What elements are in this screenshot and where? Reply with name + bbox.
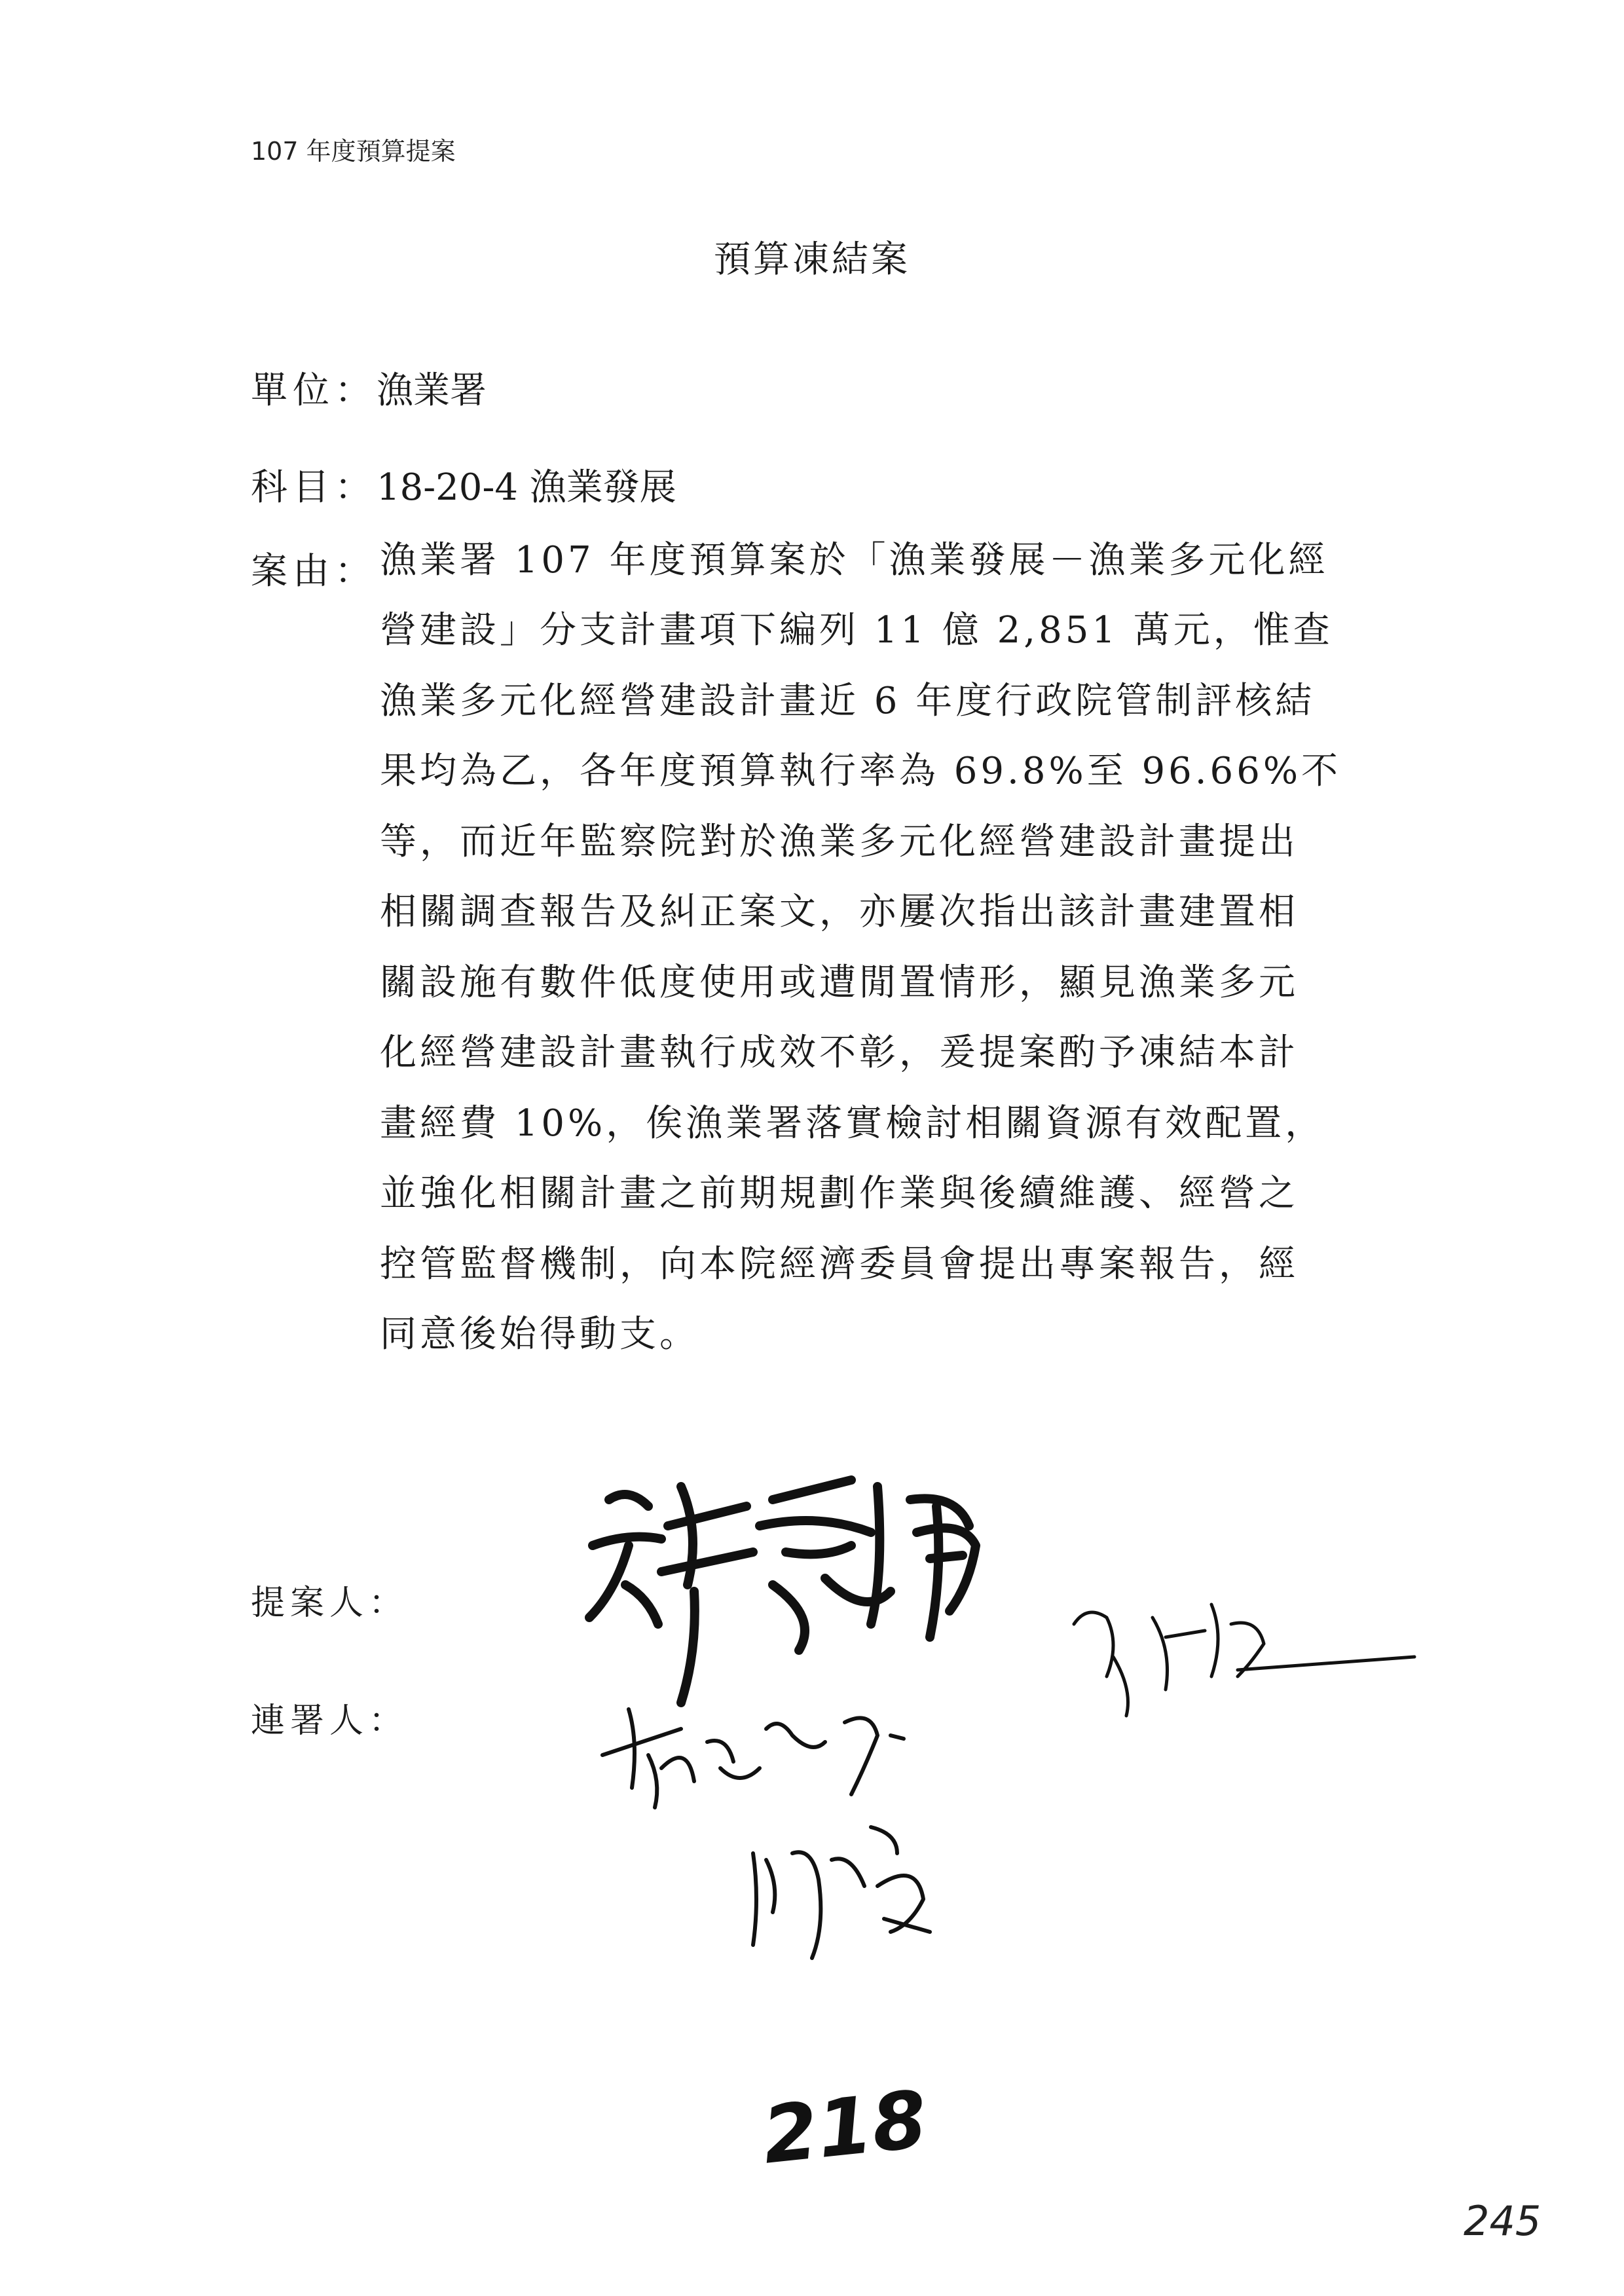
reason-line: 化經營建設計畫執行成效不彰，爰提案酌予凍結本計 xyxy=(380,1031,1299,1074)
reason-label: 案由： xyxy=(251,550,377,593)
cosigner-label: 連署人： xyxy=(251,1701,409,1741)
reason-line: 果均為乙，各年度預算執行率為 69.8%至 96.66%不 xyxy=(380,750,1342,792)
header-tag: 107 年度預算提案 xyxy=(251,137,456,166)
reason-line: 畫經費 10%，俟漁業署落實檢討相關資源有效配置， xyxy=(380,1102,1325,1145)
reason-line: 並強化相關計畫之前期規劃作業與後續維護、經營之 xyxy=(380,1172,1299,1215)
cosigner-signature-2 xyxy=(753,1827,930,1958)
unit-field xyxy=(251,361,487,414)
unit-label: 單位： xyxy=(251,369,377,412)
reason-line: 等，而近年監察院對於漁業多元化經營建設計畫提出 xyxy=(380,821,1299,863)
unit-value: 漁業署 xyxy=(377,369,487,412)
document-title: 預算凍結案 xyxy=(714,238,910,281)
reason-line: 相關調查報告及糾正案文，亦屢次指出該計畫建置相 xyxy=(380,891,1299,933)
reason-line: 關設施有數件低度使用或遭閒置情形，顯見漁業多元 xyxy=(380,961,1299,1004)
cosigner-signature-1 xyxy=(602,1709,904,1807)
reason-line: 控管監督機制，向本院經濟委員會提出專案報告，經 xyxy=(380,1243,1299,1286)
reason-line: 漁業署 107 年度預算案於「漁業發展－漁業多元化經 xyxy=(380,539,1329,582)
reason-line: 營建設」分支計畫項下編列 11 億 2,851 萬元，惟查 xyxy=(380,609,1333,652)
proposer-label: 提案人： xyxy=(251,1583,409,1623)
page-number-handwritten: 218 xyxy=(758,2074,932,2182)
proposer-signature xyxy=(589,1480,976,1703)
cosigner-signature-3 xyxy=(1074,1604,1414,1716)
page-number-corner: 245 xyxy=(1464,2197,1541,2245)
subject-field xyxy=(251,458,676,511)
subject-label: 科目： xyxy=(251,466,377,509)
reason-line: 同意後始得動支。 xyxy=(380,1313,699,1356)
subject-value: 18-20-4 漁業發展 xyxy=(377,466,676,509)
reason-line: 漁業多元化經營建設計畫近 6 年度行政院管制評核結 xyxy=(380,680,1316,722)
